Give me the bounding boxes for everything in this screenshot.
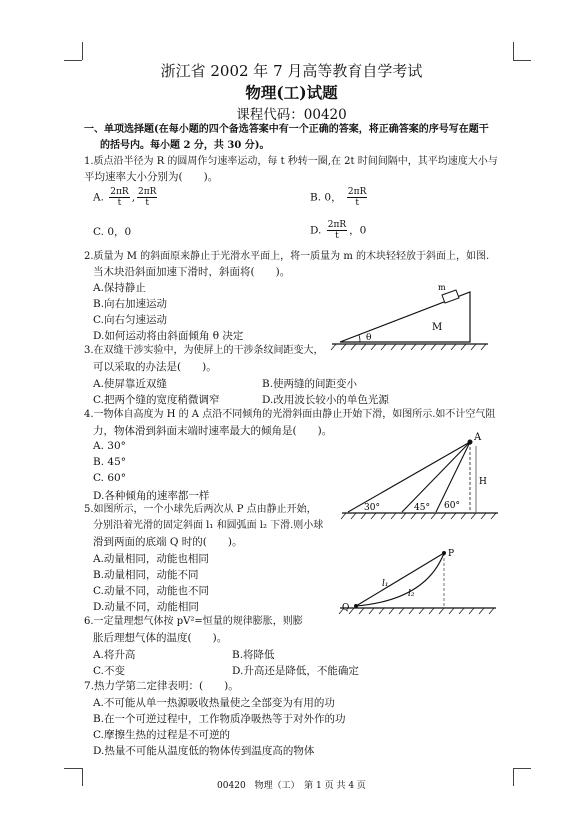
crop-mark-top-right-v — [513, 42, 514, 60]
q4-30-label: 30° — [364, 503, 380, 513]
q5-stem-line1: 5.如图所示，一个小球先后两次从 P 点由静止开始， — [84, 504, 317, 515]
q4-option-d: D.各种倾角的速率都一样 — [93, 490, 210, 502]
q6-option-d: D.升高还是降低，不能确定 — [232, 665, 359, 677]
q7-option-b: B.在一个可逆过程中，工作物质净吸热等于对外作的功 — [93, 713, 346, 725]
q2-option-d: D.如何运动将由斜面倾角 θ 决定 — [93, 330, 244, 342]
section-heading-line2: 的括号内。每小题 2 分，共 30 分)。 — [100, 140, 270, 151]
q3-stem-line1: 3.在双缝干涉实验中，为使屏上的干涉条纹间距变大， — [84, 345, 324, 356]
q3-option-d: D.改用波长较小的单色光源 — [262, 394, 389, 406]
q4-inclines-figure — [340, 432, 500, 522]
q2-M-label: M — [432, 322, 443, 333]
q3-option-a: A.使屏靠近双缝 — [93, 378, 167, 390]
course-code: 课程代码：00420 — [236, 107, 347, 123]
q7-option-d: D.热量不可能从温度低的物体传到温度高的物体 — [93, 745, 315, 757]
q1-a-frac1: $\frac{2\pi R}{t}$ — [110, 187, 129, 208]
q5-option-b: B.动量相同，动能不同 — [93, 569, 199, 581]
q2-m-label: m — [438, 283, 446, 292]
q1-option-a: A. $\frac{2\pi R}{t}$ , $\frac{2\pi R}{t}$ — [93, 187, 157, 208]
q5-l1-label: l₁ — [382, 579, 389, 589]
q7-option-a: A.不可能从单一热源吸收热量使之全部变为有用的功 — [93, 697, 335, 709]
q2-option-b: B.向右加速运动 — [93, 298, 168, 310]
q1-stem-line1: 1.质点沿半径为 R 的圆周作匀速率运动，每 t 秒转一圈,在 2t 时间间隔中，其平均速度大小与 — [84, 156, 498, 167]
q1-option-d-label: D. — [310, 224, 322, 237]
subject-title: 物理(工)试题 — [245, 83, 338, 102]
page-footer: 00420 物理（工） 第 1 页 共 4 页 — [217, 781, 366, 791]
q1-option-b — [310, 187, 369, 208]
q4-H-label: H — [479, 477, 487, 487]
q1-option-c: C. 0，0 — [93, 226, 132, 238]
q4-A-label: A — [474, 432, 482, 443]
crop-mark-bottom-left-h — [64, 768, 82, 769]
q5-l2-label: l₂ — [408, 589, 415, 599]
q4-60-label: 60° — [444, 501, 460, 511]
q4-option-a: A. 30° — [93, 440, 126, 452]
q4-stem-line2: 力，物体滑到斜面末端时速率最大的倾角是( )。 — [93, 425, 333, 437]
q2-angle-arc — [359, 335, 360, 342]
crop-mark-bottom-right-h — [513, 768, 531, 769]
q4-stem-line1: 4.一物体自高度为 H 的 A 点沿不同倾角的光滑斜面由静止开始下滑，如图所示.如不计空气阻 — [84, 409, 496, 420]
q5-option-c: C.动量不同，动能也不同 — [93, 585, 209, 597]
q5-paths-figure — [338, 548, 498, 618]
q1-d-frac: $\frac{2\pi R}{t}$ — [327, 220, 347, 241]
q1-option-d: D. $\frac{2\pi R}{t}$ ，0 — [310, 220, 367, 241]
crop-mark-top-left-v — [82, 42, 83, 60]
q5-stem-line2: 分别沿着光滑的固定斜面 l₁ 和圆弧面 l₂ 下滑.则小球 — [93, 520, 324, 531]
q2-incline-figure — [330, 282, 490, 352]
q4-option-b: B. 45° — [93, 456, 127, 468]
q2-stem-line2: 当木块沿斜面加速下滑时，斜面将( )。 — [93, 266, 291, 278]
q3-option-c: C.把两个缝的宽度稍微调窄 — [93, 394, 220, 406]
q6-option-b: B.将降低 — [232, 649, 275, 661]
q7-stem-line1: 7.热力学第二定律表明：( )。 — [84, 680, 239, 692]
q3-stem-line2: 可以采取的办法是( )。 — [93, 361, 217, 373]
q2-theta-label: θ — [366, 333, 372, 343]
q1-option-b-label: B. 0， — [310, 191, 342, 204]
q5-Q-label: Q — [342, 603, 350, 613]
q5-stem-line3: 滑到两面的底端 Q 时的( )。 — [93, 536, 243, 548]
q4-45-label: 45° — [414, 503, 430, 513]
section-heading-line1: 一、单项选择题(在每小题的四个备选答案中有一个正确的答案，将正确答案的序号写在题干 — [84, 124, 489, 135]
q2-option-c: C.向右匀速运动 — [93, 314, 167, 326]
q2-stem-line1: 2.质量为 M 的斜面原来静止于光滑水平面上，将一质量为 m 的木块轻轻放于斜面上，如图. — [84, 251, 490, 262]
q6-stem-line1: 6.一定量理想气体按 pV²=恒量的规律膨胀，则膨 — [84, 616, 303, 627]
q6-option-c: C.不变 — [93, 665, 125, 677]
q5-option-a: A.动量相同，动能也相同 — [93, 553, 209, 565]
exam-title: 浙江省 2002 年 7 月高等教育自学考试 — [160, 62, 423, 80]
q5-P-label: P — [448, 549, 455, 559]
q1-b-frac: $\frac{2\pi R}{t}$ — [347, 187, 367, 208]
q1-stem-line2: 平均速率大小分别为( )。 — [84, 171, 219, 183]
q2-option-a: A.保持静止 — [93, 282, 146, 294]
q3-option-b: B.使两缝的间距变小 — [262, 378, 358, 390]
q1-option-a-label: A. — [93, 191, 104, 204]
q6-option-a: A.将升高 — [93, 649, 136, 661]
q6-stem-line2: 胀后理想气体的温度( )。 — [93, 632, 228, 644]
q7-option-c: C.摩擦生热的过程是不可逆的 — [93, 729, 230, 741]
q5-path-l1 — [356, 553, 444, 606]
q5-option-d: D.动量不同，动能相同 — [93, 601, 199, 613]
q4-option-c: C. 60° — [93, 472, 126, 484]
q1-a-frac2: $\frac{2\pi R}{t}$ — [138, 187, 157, 208]
